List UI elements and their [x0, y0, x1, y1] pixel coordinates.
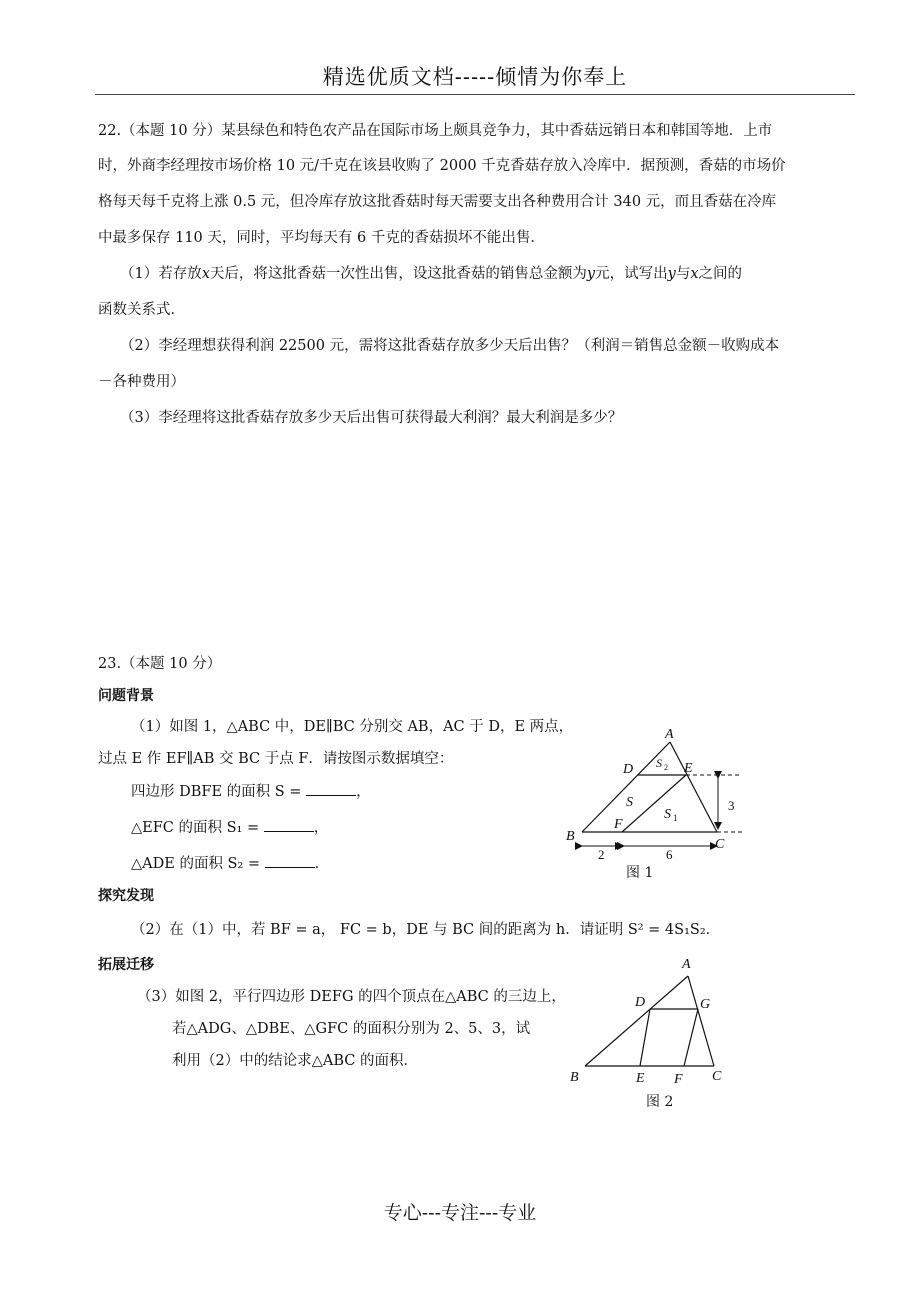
q22-line-3: 格每天每千克将上涨 0.5 元，但冷库存放这批香菇时每天需要支出各种费用合计 340 元，而且香菇在冷库	[98, 194, 777, 210]
figure-1	[560, 722, 760, 864]
side-ab	[585, 976, 688, 1066]
q23-title: 23.（本题 10 分）	[98, 656, 222, 672]
q22-line-2: 时，外商李经理按市场价格 10 元/千克在该县收购了 2000 千克香菇存放入冷库中．据预测，香菇的市场价	[98, 158, 786, 174]
q22-part3: （3）李经理将这批香菇存放多少天后出售可获得最大利润？最大利润是多少？	[120, 410, 623, 426]
label-b: B	[570, 1070, 579, 1085]
q22-line-1: 22.（本题 10 分）某县绿色和特色农产品在国际市场上颇具竞争力，其中香菇远销日本和韩国等地．上市	[98, 123, 773, 139]
label-e: E	[636, 1071, 645, 1086]
label-d: D	[623, 762, 634, 777]
label-s2-sub: 2	[664, 763, 668, 772]
page-header	[95, 60, 855, 95]
dim-bf: 2	[598, 847, 605, 862]
q23-fill-3: △ADE 的面积 S₂ = ．	[131, 853, 329, 874]
label-c: C	[715, 837, 725, 852]
header-title: 精选优质文档-----倾情为你奉上	[322, 65, 628, 89]
q22-line-4: 中最多保存 110 天，同时，平均每天有 6 千克的香菇损坏不能出售．	[98, 230, 545, 246]
label-g: G	[700, 997, 711, 1012]
side-ac	[688, 976, 714, 1066]
segment-de	[640, 1009, 650, 1066]
answer-blank[interactable]	[264, 817, 314, 832]
label-f: F	[674, 1072, 683, 1087]
q22-part2-line2: －各种费用）	[98, 374, 185, 390]
figure-1-caption: 图 1	[626, 865, 654, 881]
section-extend: 拓展迁移	[98, 957, 154, 973]
section-explore: 探究发现	[98, 888, 154, 904]
label-e: E	[684, 761, 693, 776]
section-background: 问题背景	[98, 688, 154, 704]
q22-part1-line2: 函数关系式．	[98, 302, 185, 318]
segment-gf	[684, 1009, 698, 1066]
label-a: A	[665, 727, 674, 742]
label-s: S	[626, 795, 633, 810]
label-a: A	[682, 957, 691, 972]
figure-2-caption: 图 2	[646, 1094, 674, 1110]
figure-2	[560, 950, 760, 1090]
q23-fill-2: △EFC 的面积 S₁ = ，	[131, 817, 328, 838]
q23-p1-line1: （1）如图 1，△ABC 中，DE∥BC 分别交 AB，AC 于 D，E 两点，	[131, 719, 574, 735]
label-s1: S	[664, 807, 671, 822]
label-d: D	[635, 995, 646, 1010]
q23-p3-line1: （3）如图 2，平行四边形 DEFG 的四个顶点在△ABC 的三边上，	[137, 989, 566, 1005]
answer-blank[interactable]	[265, 853, 315, 868]
q23-fill-1: 四边形 DBFE 的面积 S = ，	[131, 781, 371, 802]
label-s2: S	[656, 756, 662, 770]
page-footer: 专心---专注---专业	[383, 1202, 537, 1224]
label-c: C	[712, 1069, 722, 1084]
q23-p2: （2）在（1）中，若 BF = a， FC = b，DE 与 BC 间的距离为 h．请证明 S² = 4S₁S₂．	[131, 922, 721, 938]
label-b: B	[566, 829, 575, 844]
label-s1-sub: 1	[673, 813, 678, 823]
q22-part1: （1）若存放x天后，将这批香菇一次性出售，设这批香菇的销售总金额为y元，试写出y与x之间的	[120, 266, 743, 282]
dim-fc: 6	[666, 847, 673, 862]
q23-p3-line3: 利用（2）中的结论求△ABC 的面积．	[172, 1053, 418, 1069]
label-f: F	[614, 817, 623, 832]
dim-h: 3	[728, 798, 735, 813]
q22-part2-line1: （2）李经理想获得利润 22500 元，需将这批香菇存放多少天后出售？（利润＝销售总金额－收购成本	[120, 338, 780, 354]
q23-p1-line2: 过点 E 作 EF∥AB 交 BC 于点 F．请按图示数据填空：	[98, 751, 454, 767]
q23-p3-line2: 若△ADG、△DBE、△GFC 的面积分别为 2、5、3，试	[172, 1021, 531, 1037]
answer-blank[interactable]	[306, 781, 356, 796]
